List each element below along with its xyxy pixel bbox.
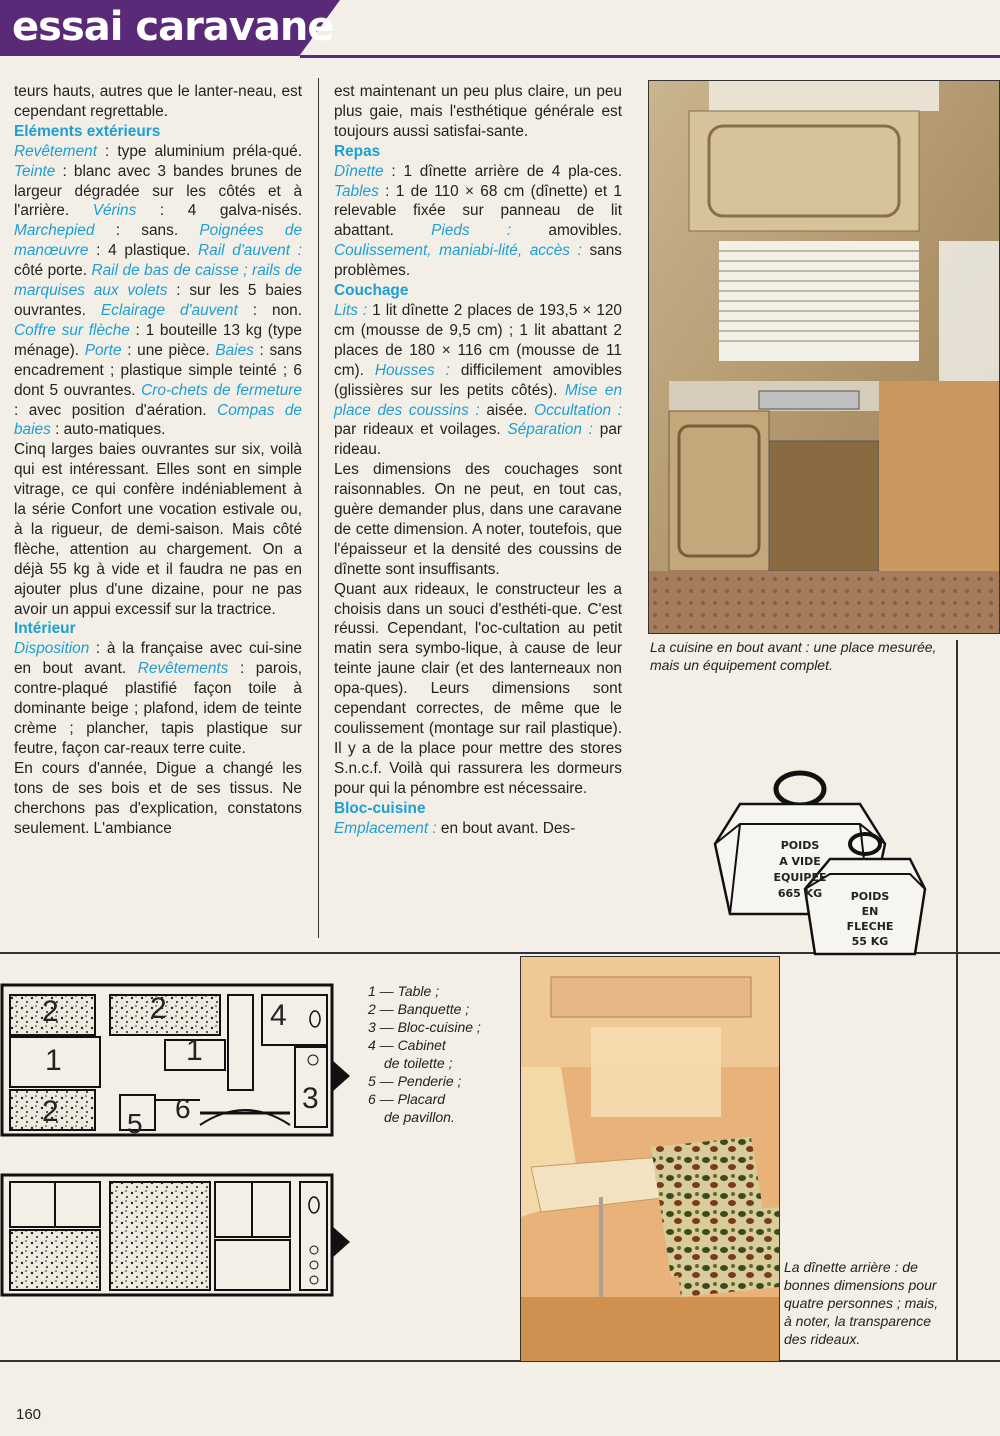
- paragraph: En cours d'année, Digue a changé les tons de ses bois et de ses tissus. Ne cherchons pas d'explication, constatons seulement. L'ambiance: [14, 759, 302, 837]
- plan-label-6: 6: [175, 1093, 191, 1124]
- spec-value: en bout avant. Des-: [436, 819, 576, 837]
- spec-label: Compas de baies: [14, 401, 302, 439]
- spec-label: Porte: [84, 341, 122, 359]
- kitchen-photo: [648, 80, 1000, 634]
- section-heading-exterior: Eléments extérieurs: [14, 122, 161, 140]
- spec-paragraph-sleeping: [334, 301, 622, 460]
- page-header-title: essai caravane: [12, 4, 334, 50]
- spec-value: par rideaux et voilages.: [334, 421, 508, 439]
- section-heading-kitchen: Bloc-cuisine: [334, 799, 426, 817]
- legend-item: 6 — Placard: [368, 1091, 446, 1107]
- legend-item: 4 — Cabinet: [368, 1037, 446, 1053]
- spec-value: amovibles.: [511, 222, 622, 240]
- spec-label: Séparation :: [507, 421, 593, 439]
- plan-label-1a: 1: [45, 1044, 62, 1077]
- spec-label: Coffre sur flèche: [14, 321, 130, 339]
- spec-value: : 4 galva-nisés.: [136, 202, 302, 220]
- section-heading-interior: Intérieur: [14, 620, 76, 638]
- spec-label: Housses :: [374, 361, 450, 379]
- legend-item: 2 — Banquette ;: [368, 1001, 470, 1017]
- spec-label: Tables: [334, 182, 379, 200]
- arrow-icon: [332, 1060, 352, 1092]
- paragraph: est maintenant un peu plus claire, un peu plus gaie, mais l'esthétique générale est toujours aussi satisfai-sante.: [334, 83, 622, 140]
- plan-label-1b: 1: [186, 1034, 203, 1067]
- section-heading-sleeping: Couchage: [334, 282, 409, 300]
- kitchen-caption: La cuisine en bout avant : une place mesurée, mais un équipement complet.: [650, 639, 937, 673]
- spec-label: Dînette: [334, 162, 384, 180]
- spec-value: : auto-matiques.: [50, 421, 166, 439]
- weight-big-line: EQUIPEE: [773, 871, 827, 884]
- paragraph: Quant aux rideaux, le constructeur les a choisis dans un souci d'esthéti-que. C'est réussi. Cependant, l'oc-cultation au petit matin sera symbo-lique, à cause de leur teinte jaune clair (et des lanterneaux non opa-ques). Leurs dimensions sont cependant correctes, de même que le coulissement (montage sur rail plastique). Il y a de la place pour mettre des stores S.n.c.f. Voilà qui rassurera les dormeurs pour qui la pénombre est nécessaire.: [334, 580, 622, 797]
- spec-value: difficilement amovibles (glissières sur les petits côtés).: [334, 361, 622, 399]
- page-number: 160: [16, 1406, 42, 1423]
- spec-label: Lits :: [334, 301, 368, 319]
- spec-label: Teinte: [14, 162, 56, 180]
- spec-label: Revêtement: [14, 142, 97, 160]
- plan-label-2a: 2: [42, 995, 59, 1028]
- spec-label: Cro-chets de fermeture: [141, 381, 302, 399]
- spec-label: Rail d'auvent :: [198, 242, 302, 260]
- paragraph: teurs hauts, autres que le lanter-neau, est cependant regrettable.: [14, 83, 302, 120]
- spec-value: : à la française avec cui-sine en bout avant.: [14, 640, 302, 678]
- spec-label: Mise en place des coussins :: [334, 381, 623, 419]
- spec-value: : 1 dînette arrière de 4 pla-ces.: [383, 162, 622, 180]
- spec-paragraph-interior: [14, 639, 302, 758]
- spec-paragraph-kitchen: [334, 819, 622, 839]
- spec-label: Rail de bas de caisse ; rails de marquises aux volets: [14, 262, 302, 300]
- spec-value: : type aluminium préla-qué.: [96, 142, 302, 160]
- spec-label: Poignées de manœuvre: [14, 222, 303, 260]
- spec-value: : sur les 5 baies ouvrantes.: [14, 282, 302, 319]
- text-column-1: [14, 82, 302, 838]
- text-column-2: [334, 82, 622, 838]
- dinette-photo: [520, 956, 780, 1362]
- right-rule: [956, 640, 958, 1360]
- spec-value: : sans.: [94, 222, 200, 240]
- section-heading-meals: Repas: [334, 142, 381, 160]
- weight-small-line: FLECHE: [846, 920, 894, 933]
- weight-big-line: POIDS: [780, 839, 820, 852]
- spec-label: Revêtements: [137, 660, 229, 678]
- spec-value: : 4 plastique.: [88, 242, 199, 260]
- spec-value: aisée.: [479, 401, 535, 419]
- spec-paragraph-meals: [334, 162, 622, 281]
- spec-label: Occultation :: [534, 401, 623, 419]
- spec-value: : 1 bouteille 13 kg (type ménage).: [14, 321, 302, 359]
- spec-label: Vérins: [92, 202, 137, 220]
- plan-label-4: 4: [270, 999, 287, 1032]
- plan-label-2c: 2: [42, 1095, 59, 1128]
- floor-plan-bed-layout: [0, 1170, 340, 1300]
- spec-value: : parois, contre-plaqué plastifié façon toile à dominante beige ; plafond, idem de teinte crème ; plancher, tapis plastique sur feutre, façon car-reaux terre cuite.: [14, 660, 302, 757]
- weight-small-line: POIDS: [850, 890, 890, 903]
- column-divider: [318, 78, 319, 938]
- header-rule: [300, 55, 1000, 58]
- spec-label: Eclairage d'auvent: [100, 301, 238, 319]
- spec-value: : 1 de 110 × 68 cm (dînette) et 1 relevable fixée sur panneau de lit abattant.: [334, 182, 622, 240]
- weight-big-line: A VIDE: [779, 855, 821, 868]
- spec-label: Baies: [215, 341, 254, 359]
- weight-big-line: 665 KG: [777, 887, 823, 900]
- plan-label-2b: 2: [150, 992, 167, 1025]
- legend-item: 5 — Penderie ;: [368, 1073, 462, 1089]
- legend-item: 1 — Table ;: [368, 983, 440, 999]
- spec-value: par rideau.: [334, 421, 622, 459]
- spec-label: Disposition: [14, 640, 90, 658]
- bottom-rule: [0, 1360, 1000, 1362]
- paragraph: Les dimensions des couchages sont raisonnables. On ne peut, en tout cas, guère demander plus, dans une caravane de cette dimension. A noter, toutefois, que l'épaisseur et la densité des coussins de dînette sont insuffisants.: [334, 461, 622, 578]
- legend-item: de pavillon.: [384, 1109, 455, 1125]
- legend-item: 3 — Bloc-cuisine ;: [368, 1019, 481, 1035]
- plan-label-5: 5: [127, 1108, 143, 1139]
- spec-value: sans problèmes.: [334, 242, 622, 280]
- spec-value: : blanc avec 3 bandes brunes de largeur dégradée sur les côtés et à l'arrière.: [14, 162, 302, 220]
- plan-label-3: 3: [302, 1082, 319, 1115]
- spec-value: : non.: [237, 301, 302, 319]
- weight-small-line: EN: [861, 905, 879, 918]
- weight-small-line: 55 KG: [851, 935, 889, 948]
- weight-label-small: [830, 889, 910, 949]
- spec-value: côté porte.: [14, 262, 92, 280]
- dinette-caption: La dînette arrière : de bonnes dimensions pour quatre personnes ; mais, à noter, la transparence des rideaux.: [784, 1259, 939, 1347]
- spec-label: Coulissement, maniabi-lité, accès :: [334, 242, 582, 260]
- spec-value: : une pièce.: [121, 341, 216, 359]
- spec-paragraph-exterior: [14, 142, 302, 441]
- legend-item: de toilette ;: [384, 1055, 453, 1071]
- spec-label: Pieds :: [431, 222, 512, 240]
- spec-value: : sans encadrement ; plastique simple teinté ; 6 dont 5 ouvrantes.: [14, 341, 303, 399]
- spec-label: Emplacement :: [334, 819, 437, 837]
- paragraph: Cinq larges baies ouvrantes sur six, voilà qui est intéressant. Elles sont en simple vitrage, ce qui confère indéniablement à la série Confort une vocation estivale ou, à la rigueur, de demi-saison. Mais côté flèche, attention au chargement. On a déjà 55 kg à vide et il faudra ne pas en ajouter plus d'une dizaine, pour ne pas avoir un appui excessif sur la tractrice.: [14, 441, 302, 618]
- spec-label: Marchepied: [14, 222, 95, 240]
- plan-legend: [368, 982, 518, 1126]
- spec-value: : avec position d'aération.: [14, 401, 218, 419]
- spec-value: 1 lit dînette 2 places de 193,5 × 120 cm (mousse de 9,5 cm) ; 1 lit abattant 2 places de 180 × 116 cm (mousse de 11 cm).: [334, 301, 622, 379]
